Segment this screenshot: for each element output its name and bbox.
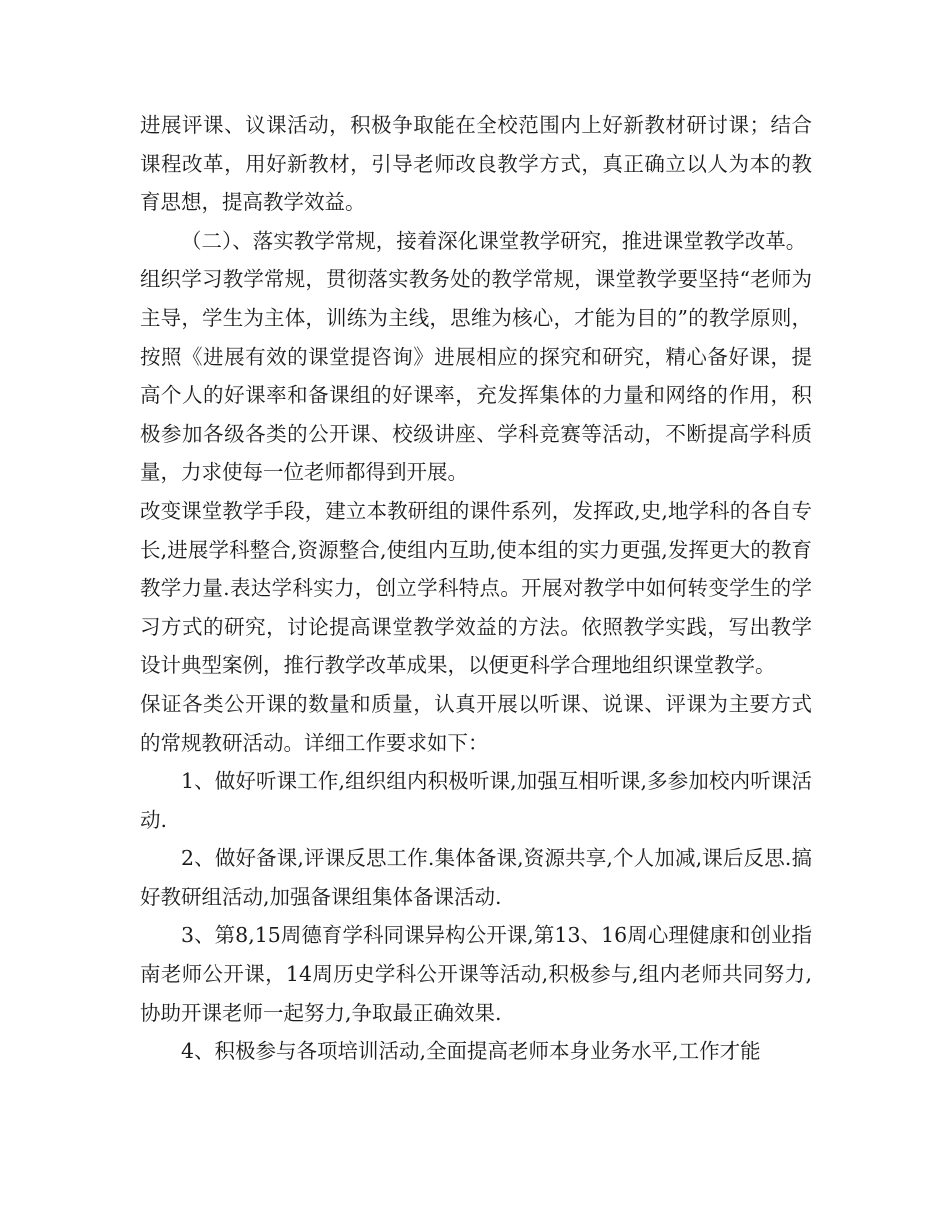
list-item-3-open-class-schedule: 3、第8,15周德育学科同课异构公开课,第13、16周心理健康和创业指南老师公开课，14周历史学科公开课等活动,积极参与,组内老师共同努力,协助开课老师一起努力,争取最正确效果. [140,923,812,1025]
section-heading-teaching-routine: （二）、落实教学常规，接着深化课堂教学研究，推进课堂教学改革。 [181,228,807,253]
paragraph-evaluation-activities: 进展评课、议课活动，积极争取能在全校范围内上好新教材研讨课；结合课程改革，用好新教材，引导老师改良教学方式，真正确立以人为本的教育思想，提高教学效益。 [140,113,812,215]
list-item-2-lesson-preparation: 2、做好备课,评课反思工作.集体备课,资源共享,个人加减,课后反思.搞好教研组活动,加强备课组集体备课活动. [140,846,812,909]
paragraph-study-routine: 组织学习教学常规，贯彻落实教务处的教学常规，课堂教学要坚持“老师为主导，学生为主体，训练为主线，思维为核心，才能为目的”的教学原则，按照《进展有效的课堂提咨询》进展相应的探究和研究，精心备好课，提高个人的好课率和备课组的好课率，充发挥集体的力量和网络的作用，积极参加各级各类的公开课、校级讲座、学科竞赛等活动，不断提高学科质量，力求使每一位老师都得到开展。 [140,267,812,485]
paragraph-teaching-methods: 改变课堂教学手段，建立本教研组的课件系列，发挥政,史,地学科的各自专长,进展学科整合,资源整合,使组内互助,使本组的实力更强,发挥更大的教育教学力量.表达学科实力，创立学科特点。开展对教学中如何转变学生的学习方式的研究，讨论提高课堂教学效益的方法。依照教学实践，写出教学设计典型案例，推行教学改革成果，以便更科学合理地组织课堂教学。 [140,498,812,678]
list-item-4-training: 4、积极参与各项培训活动,全面提高老师本身业务水平,工作才能 [181,1039,761,1064]
paragraph-open-classes: 保证各类公开课的数量和质量，认真开展以听课、说课、评课为主要方式的常规教研活动。详细工作要求如下： [140,691,812,755]
list-item-1-lesson-observation: 1、做好听课工作,组织组内积极听课,加强互相听课,多参加校内听课活动. [140,769,812,832]
document-body [140,106,812,1071]
